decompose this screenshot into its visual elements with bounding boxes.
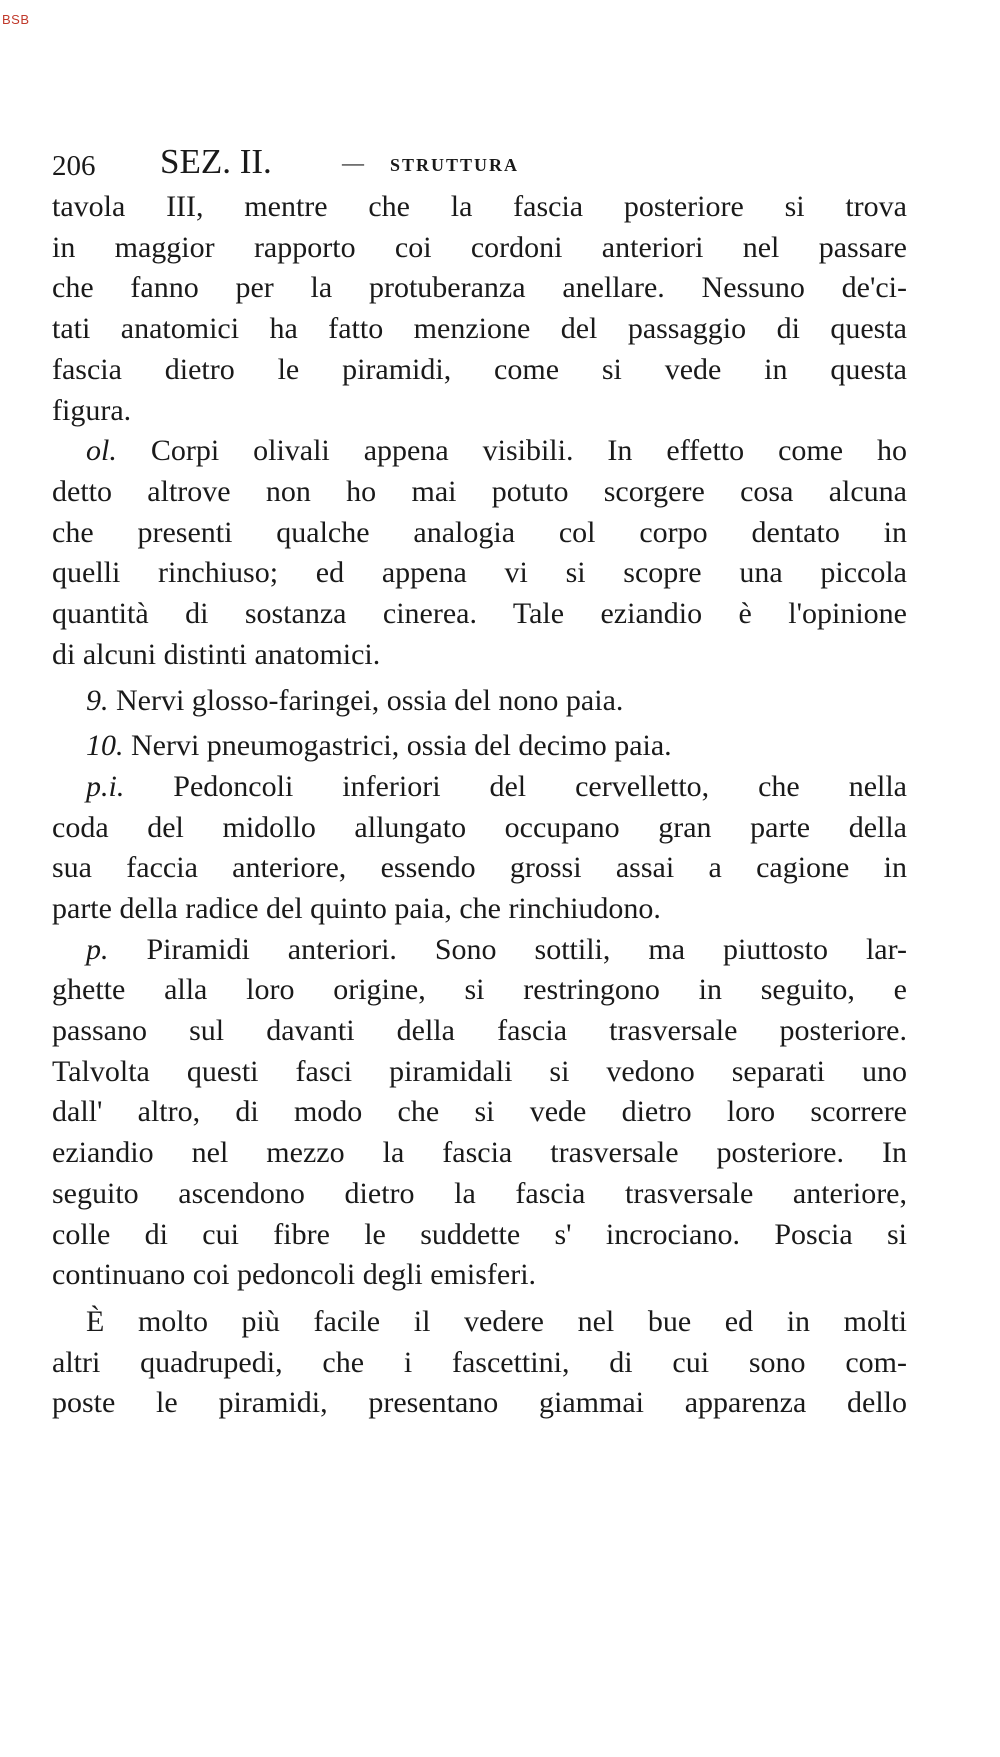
line-text: ghette alla loro origine, si restringono in seguito, e <box>52 973 907 1007</box>
line-text: Nervi pneumogastrici, ossia del decimo paia. <box>131 729 672 763</box>
line-text: eziandio nel mezzo la fascia trasversale posteriore. In <box>52 1136 907 1170</box>
text-line <box>86 723 672 769</box>
text-line <box>52 1380 907 1426</box>
text-line <box>52 967 907 1013</box>
line-text: in maggior rapporto coi cordoni anteriori nel passare <box>52 230 907 264</box>
line-text: coda del midollo allungato occupano gran parte della <box>52 810 907 844</box>
text-line <box>52 1008 907 1054</box>
line-text: Nervi glosso-faringei, ossia del nono paia. <box>116 684 624 718</box>
text-line <box>52 265 907 311</box>
figure-label: ol. <box>86 434 117 468</box>
text-line <box>52 1252 536 1298</box>
line-text: continuano coi pedoncoli degli emisferi. <box>52 1258 537 1292</box>
text-line <box>86 678 623 724</box>
line-text: detto altrove non ho mai potuto scorgere cosa alcuna <box>52 474 907 508</box>
line-text: che fanno per la protuberanza anellare. Nessuno de'ci- <box>52 271 907 305</box>
text-line <box>52 1049 907 1095</box>
figure-label: 10. <box>86 729 124 763</box>
text-line <box>52 184 907 230</box>
page-number: 206 <box>52 150 96 182</box>
line-text: tati anatomici ha fatto menzione del passaggio di questa <box>52 312 907 346</box>
text-line <box>52 845 907 891</box>
line-text: quantità di sostanza cinerea. Tale eziandio è l'opinione <box>52 597 907 630</box>
text-line <box>52 632 380 678</box>
line-text: figura. <box>52 393 132 427</box>
text-line <box>52 1089 907 1135</box>
text-line <box>86 927 907 973</box>
figure-label: p.i. <box>86 769 125 803</box>
line-text: Piramidi anteriori. Sono sottili, ma piuttosto lar- <box>146 932 907 966</box>
text-line <box>52 225 907 271</box>
line-text: quelli rinchiuso; ed appena vi si scopre una piccola <box>52 556 907 590</box>
header-separator: — <box>342 150 364 175</box>
text-line <box>52 550 907 596</box>
line-text: tavola III, mentre che la fascia posteriore si trova <box>52 190 907 223</box>
line-text: fascia dietro le piramidi, come si vede in questa <box>52 352 907 386</box>
line-text: di alcuni distinti anatomici. <box>52 637 381 671</box>
text-line <box>86 764 907 810</box>
line-text: È molto più facile il vedere nel bue ed in molti <box>86 1304 907 1338</box>
line-text: passano sul davanti della fascia trasversale posteriore. <box>52 1014 907 1047</box>
line-text: sua faccia anteriore, essendo grossi assai a cagione in <box>52 851 907 885</box>
line-text: dall' altro, di modo che si vede dietro loro scorrere <box>52 1095 907 1129</box>
text-line <box>52 510 907 556</box>
text-line <box>52 347 907 393</box>
text-line <box>52 388 131 434</box>
text-line <box>52 1340 907 1386</box>
text-line <box>52 591 907 637</box>
running-title: STRUTTURA <box>390 155 520 175</box>
library-watermark: BSB <box>2 12 30 27</box>
line-text: Pedoncoli inferiori del cervelletto, che nella <box>173 769 907 803</box>
text-line <box>52 1171 907 1217</box>
line-text: altri quadrupedi, che i fascettini, di cui sono com- <box>52 1345 907 1379</box>
text-line <box>52 805 907 851</box>
line-text: che presenti qualche analogia col corpo dentato in <box>52 515 907 549</box>
line-text: poste le piramidi, presentano giammai apparenza dello <box>52 1386 907 1420</box>
section-heading: SEZ. II. <box>160 142 272 181</box>
text-line <box>86 428 907 474</box>
line-text: Corpi olivali appena visibili. In effetto come ho <box>150 434 908 468</box>
text-line <box>52 886 661 932</box>
line-text: colle di cui fibre le suddette s' incrociano. Poscia si <box>52 1217 907 1251</box>
text-line <box>86 1299 907 1345</box>
text-line <box>52 469 907 515</box>
line-text: parte della radice del quinto paia, che rinchiudono. <box>52 891 661 925</box>
figure-label: 9. <box>86 684 109 718</box>
text-line <box>52 1130 907 1176</box>
figure-label: p. <box>86 932 109 966</box>
text-line <box>52 1212 907 1258</box>
line-text: seguito ascendono dietro la fascia trasversale anteriore, <box>52 1176 907 1210</box>
running-header <box>52 142 932 182</box>
text-line <box>52 306 907 352</box>
line-text: Talvolta questi fasci piramidali si vedono separati uno <box>52 1054 907 1088</box>
